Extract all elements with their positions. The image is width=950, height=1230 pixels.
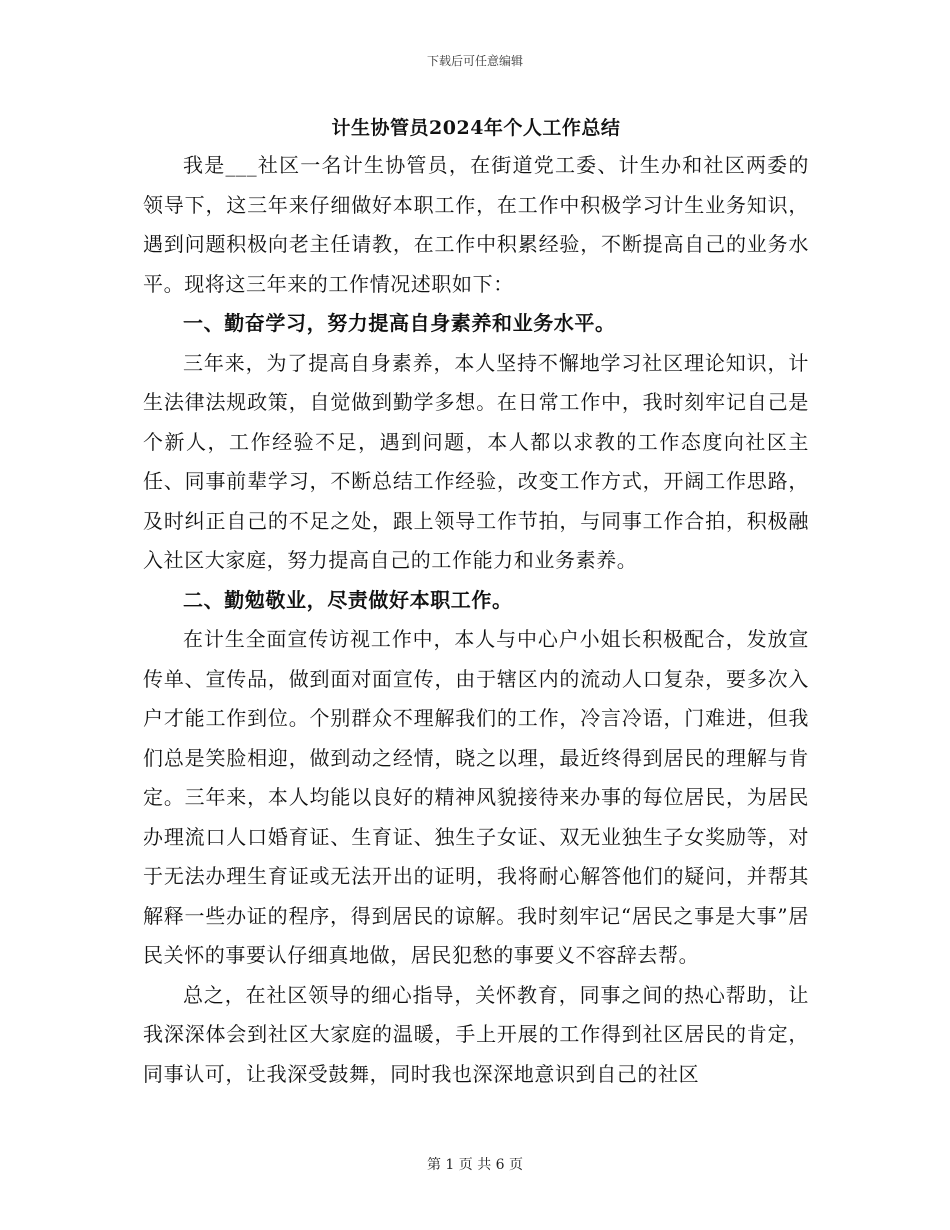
page-number: 第 1 页 共 6 页 <box>426 1157 524 1173</box>
intro-paragraph: 我是___社区一名计生协管员，在街道党工委、计生办和社区两委的领导下，这三年来仔细做好本职工作，在工作中积极学习计生业务知识，遇到问题积极向老主任请教，在工作中积累经验，不断提高自己的业务水平。现将这三年来的工作情况述职如下： <box>143 153 809 296</box>
section-2-heading: 二、勤勉敬业，尽责做好本职工作。 <box>183 587 513 612</box>
section-1-paragraph: 三年来，为了提高自身素养，本人坚持不懈地学习社区理论知识，计生法律法规政策，自觉做到勤学多想。在日常工作中，我时刻牢记自己是个新人，工作经验不足，遇到问题，本人都以求教的工作态度向社区主任、同事前辈学习，不断总结工作经验，改变工作方式，开阔工作思路，及时纠正自己的不足之处，跟上领导工作节拍，与同事工作合拍，积极融入社区大家庭，努力提高自己的工作能力和业务素养。 <box>143 350 809 572</box>
document-body <box>143 110 809 1094</box>
section-1-heading: 一、勤奋学习，努力提高自身素养和业务水平。 <box>183 311 616 335</box>
document-title: 计生协管员2024年个人工作总结 <box>331 117 621 139</box>
conclusion-paragraph: 总之，在社区领导的细心指导，关怀教育，同事之间的热心帮助，让我深深体会到社区大家庭的温暖，手上开展的工作得到社区居民的肯定，同事认可，让我深受鼓舞，同时我也深深地意识到自己的社区 <box>143 982 809 1086</box>
page-header-note: 下载后可任意编辑 <box>426 54 523 68</box>
section-2-paragraph: 在计生全面宣传访视工作中，本人与中心户小姐长积极配合，发放宣传单、宣传品，做到面对面宣传，由于辖区内的流动人口复杂，要多次入户才能工作到位。个别群众不理解我们的工作，冷言冷语，门难进，但我们总是笑脸相迎，做到动之经情，晓之以理，最近终得到居民的理解与肯定。三年来，本人均能以良好的精神风貌接待来办事的每位居民，为居民办理流口人口婚育证、生育证、独生子女证、双无业独生子女奖励等，对于无法办理生育证或无法开出的证明，我将耐心解答他们的疑问，并帮其解释一些办证的程序，得到居民的谅解。我时刻牢记“居民之事是大事”居民关怀的事要认仔细真地做，居民犯愁的事要义不容辞去帮。 <box>143 627 809 967</box>
